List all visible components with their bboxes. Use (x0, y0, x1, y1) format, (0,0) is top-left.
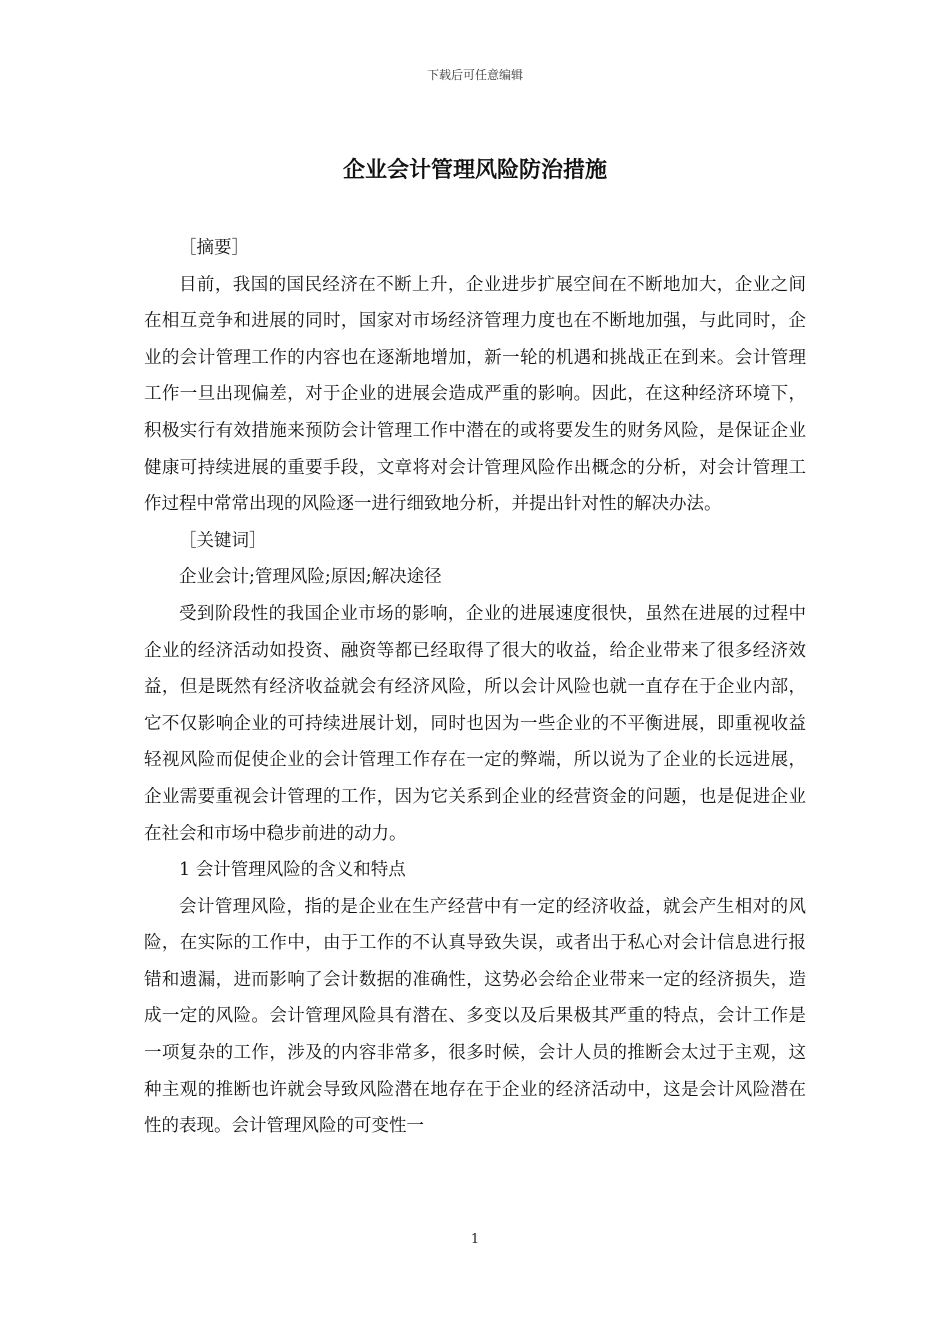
document-body (144, 230, 806, 1145)
abstract-paragraph: 目前，我国的国民经济在不断上升，企业进步扩展空间在不断地加大，企业之间在相互竞争和进展的同时，国家对市场经济管理力度也在不断地加强，与此同时，企业的会计管理工作的内容也在逐渐地增加，新一轮的机遇和挑战正在到来。会计管理工作一旦出现偏差，对于企业的进展会造成严重的影响。因此，在这种经济环境下，积极实行有效措施来预防会计管理工作中潜在的或将要发生的财务风险，是保证企业健康可持续进展的重要手段，文章将对会计管理风险作出概念的分析，对会计管理工作过程中常常出现的风险逐一进行细致地分析，并提出针对性的解决办法。 (144, 274, 806, 515)
section-paragraph: 会计管理风险，指的是企业在生产经营中有一定的经济收益，就会产生相对的风险，在实际的工作中，由于工作的不认真导致失误，或者出于私心对会计信息进行报错和遗漏，进而影响了会计数据的准确性，这势必会给企业带来一定的经济损失，造成一定的风险。会计管理风险具有潜在、多变以及后果极其严重的特点，会计工作是一项复杂的工作，涉及的内容非常多，很多时候，会计人员的推断会太过于主观，这种主观的推断也许就会导致风险潜在地存在于企业的经济活动中，这是会计风险潜在性的表现。会计管理风险的可变性一 (144, 896, 806, 1137)
page-header: 下载后可任意编辑 (426, 68, 523, 82)
intro-paragraph: 受到阶段性的我国企业市场的影响，企业的进展速度很快，虽然在进展的过程中企业的经济活动如投资、融资等都已经取得了很大的收益，给企业带来了很多经济效益，但是既然有经济收益就会有经济风险，所以会计风险也就一直存在于企业内部，它不仅影响企业的可持续进展计划，同时也因为一些企业的不平衡进展，即重视收益轻视风险而促使企业的会计管理工作存在一定的弊端，所以说为了企业的长远进展，企业需要重视会计管理的工作，因为它关系到企业的经营资金的问题，也是促进企业在社会和市场中稳步前进的动力。 (144, 603, 806, 844)
page-number: 1 (470, 1232, 480, 1247)
keywords-paragraph: 企业会计;管理风险;原因;解决途径 (179, 567, 442, 588)
section-heading: 1 会计管理风险的含义和特点 (179, 860, 406, 881)
abstract-label: ［摘要］ (179, 238, 249, 258)
keywords-label: ［关键词］ (179, 530, 267, 551)
document-title: 企业会计管理风险防治措施 (342, 157, 607, 183)
